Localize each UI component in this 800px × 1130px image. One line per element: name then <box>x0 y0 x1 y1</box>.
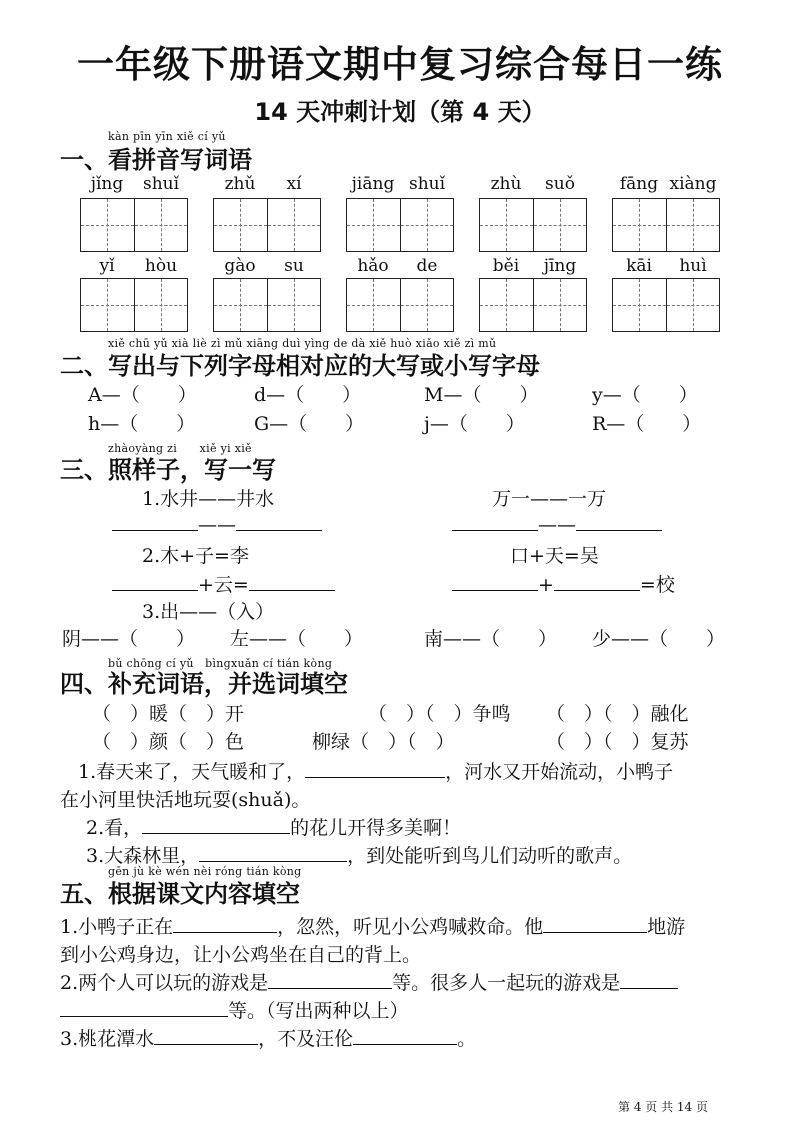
opposite-item: 左——（ ） <box>230 628 364 650</box>
writing-grid[interactable] <box>612 278 720 332</box>
writing-cell[interactable] <box>81 199 134 251</box>
writing-cell[interactable] <box>134 199 188 251</box>
letter-item: R—（ ） <box>592 413 702 435</box>
pinyin-syllable: shuǐ <box>142 174 180 194</box>
example-1-right: 万一——一万 <box>492 488 607 510</box>
pinyin-syllable: gào <box>224 256 256 276</box>
writing-cell[interactable] <box>480 279 533 331</box>
word-fill-item: （ ）（ ）争鸣 <box>368 703 511 725</box>
example-2-left: 2.木+子=李 <box>142 545 249 567</box>
letter-item: M—（ ） <box>424 384 539 406</box>
writing-cell[interactable] <box>613 199 666 251</box>
section5-heading: 五、根据课文内容填空 <box>60 880 300 908</box>
answer-line-2-left: +云= <box>112 570 335 597</box>
pinyin-syllable: hǎo <box>357 256 389 276</box>
pinyin-syllable: hòu <box>144 256 178 276</box>
example-3: 3.出——（入） <box>142 601 275 623</box>
pinyin-syllable: zhù <box>490 174 522 194</box>
word-fill-item: （ ）（ ）复苏 <box>546 731 689 753</box>
writing-grid[interactable] <box>213 198 321 252</box>
sentence-1: 1.春天来了，天气暖和了， ，河水又开始流动，小鸭子 <box>78 761 674 783</box>
example-2-right: 口+天=吴 <box>510 545 599 567</box>
writing-grid[interactable] <box>612 198 720 252</box>
section1-heading: 一、看拼音写词语 <box>60 146 252 174</box>
writing-cell[interactable] <box>267 279 321 331</box>
answer-line-1-left: —— <box>112 514 322 536</box>
pinyin-syllable: běi <box>492 256 520 276</box>
sentence-2: 2.看， 的花儿开得多美啊！ <box>86 817 462 839</box>
pinyin-syllable: kāi <box>626 256 652 276</box>
writing-cell[interactable] <box>666 279 720 331</box>
page-footer: 第 4 页 共 14 页 <box>618 1100 708 1114</box>
example-1-left: 1.水井——井水 <box>142 488 275 510</box>
writing-cell[interactable] <box>613 279 666 331</box>
writing-cell[interactable] <box>480 199 533 251</box>
writing-grid[interactable] <box>213 278 321 332</box>
section2-heading: 二、写出与下列字母相对应的大写或小写字母 <box>60 352 540 380</box>
writing-cell[interactable] <box>347 199 400 251</box>
section4-heading: 四、补充词语，并选词填空 <box>60 670 348 698</box>
opposite-item: 南——（ ） <box>424 628 558 650</box>
pinyin-syllable: jiāng <box>351 174 395 194</box>
letter-item: y—（ ） <box>592 384 698 406</box>
writing-cell[interactable] <box>214 199 267 251</box>
writing-grid[interactable] <box>346 198 454 252</box>
writing-cell[interactable] <box>81 279 134 331</box>
question-1-cont: 到小公鸡身边，让小公鸡坐在自己的背上。 <box>60 944 422 966</box>
pinyin-syllable: fāng <box>619 174 659 194</box>
pinyin-syllable: yǐ <box>99 256 115 276</box>
letter-item: d—（ ） <box>254 384 362 406</box>
pinyin-syllable: shuǐ <box>408 174 446 194</box>
pinyin-syllable: huì <box>679 256 707 276</box>
page-subtitle: 14 天冲刺计划（第 4 天） <box>254 98 546 126</box>
word-fill-item: （ ）暖（ ）开 <box>92 703 245 725</box>
page-title: 一年级下册语文期中复习综合每日一练 <box>77 43 723 86</box>
writing-grid[interactable] <box>80 278 188 332</box>
pinyin-syllable: xiàng <box>669 174 717 194</box>
letter-item: j—（ ） <box>424 413 525 435</box>
letter-item: A—（ ） <box>88 384 197 406</box>
opposite-item: 少——（ ） <box>592 628 726 650</box>
pinyin-syllable: jīng <box>543 256 577 276</box>
question-1: 1.小鸭子正在 ，忽然，听见小公鸡喊救命。他 地游 <box>60 916 686 938</box>
section1-pinyin: kàn pīn yīn xiě cí yǔ <box>108 130 226 143</box>
writing-cell[interactable] <box>533 199 587 251</box>
writing-cell[interactable] <box>267 199 321 251</box>
writing-cell[interactable] <box>400 279 454 331</box>
writing-cell[interactable] <box>400 199 454 251</box>
writing-cell[interactable] <box>533 279 587 331</box>
writing-grid[interactable] <box>80 198 188 252</box>
question-2-cont: 等。（写出两种以上） <box>60 996 409 1023</box>
letter-item: h—（ ） <box>88 413 196 435</box>
opposite-item: 阴——（ ） <box>62 628 196 650</box>
section5-pinyin: gēn jù kè wén nèi róng tián kòng <box>108 865 302 878</box>
section3-pinyin: zhàoyàng zi xiě yi xiě <box>108 442 252 455</box>
question-2: 2.两个人可以玩的游戏是 等。很多人一起玩的游戏是 <box>60 968 678 995</box>
pinyin-syllable: xí <box>286 174 302 194</box>
answer-line-2-right: + =校 <box>452 570 675 597</box>
writing-grid[interactable] <box>479 198 587 252</box>
writing-cell[interactable] <box>347 279 400 331</box>
writing-cell[interactable] <box>666 199 720 251</box>
answer-line-1-right: —— <box>452 514 662 536</box>
word-fill-item: （ ）颜（ ）色 <box>92 731 245 753</box>
pinyin-syllable: de <box>416 256 438 276</box>
sentence-1-cont: 在小河里快活地玩耍(shuǎ)。 <box>60 789 311 811</box>
pinyin-syllable: zhǔ <box>224 174 256 194</box>
word-fill-item: （ ）（ ）融化 <box>546 703 689 725</box>
sentence-3: 3.大森林里， ，到处能听到鸟儿们动听的歌声。 <box>86 845 633 867</box>
pinyin-syllable: su <box>284 256 304 276</box>
question-3: 3.桃花潭水 ，不及汪伦 。 <box>60 1028 477 1050</box>
section3-heading: 三、照样子，写一写 <box>60 456 276 484</box>
writing-grid[interactable] <box>479 278 587 332</box>
writing-cell[interactable] <box>134 279 188 331</box>
letter-item: G—（ ） <box>254 413 365 435</box>
word-fill-item: 柳绿（ ）（ ） <box>312 731 455 753</box>
pinyin-syllable: jǐng <box>90 174 124 194</box>
pinyin-syllable: suǒ <box>545 174 575 194</box>
writing-grid[interactable] <box>346 278 454 332</box>
section4-pinyin: bǔ chōng cí yǔ bìngxuǎn cí tián kòng <box>108 657 333 670</box>
section2-pinyin: xiě chū yǔ xià liè zì mǔ xiāng duì yìng de dà xiě huò xiǎo xiě zì mǔ <box>108 337 497 350</box>
writing-cell[interactable] <box>214 279 267 331</box>
